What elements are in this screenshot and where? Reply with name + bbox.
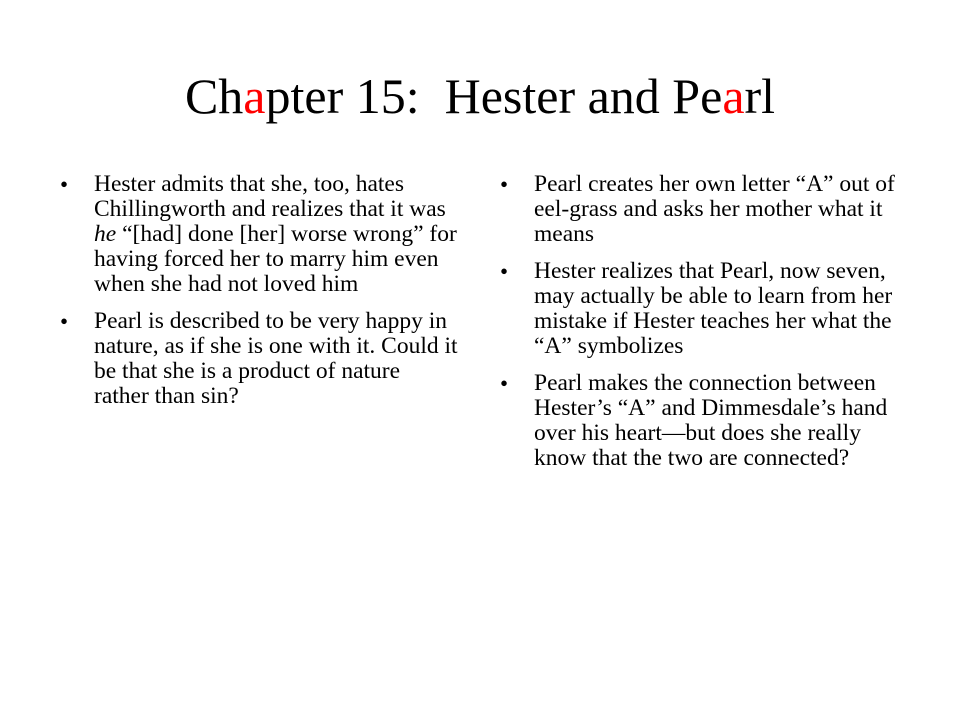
bullet-text-part: Pearl is described to be very happy in nature, as if she is one with it. Could it be that she is a product of nature rather than sin? — [94, 308, 458, 409]
bullet-text-emphasis: he — [94, 221, 117, 247]
bullet-text: Hester realizes that Pearl, now seven, may actually be able to learn from her mistake if Hester teaches her what the “A” symbolizes — [534, 258, 893, 359]
bullet-icon: • — [500, 371, 509, 396]
title-accent-letter-1: a — [243, 68, 266, 124]
title-part-3: rl — [744, 68, 776, 124]
left-bullet-list — [60, 172, 460, 421]
bullet-icon: • — [60, 172, 69, 197]
bullet-text: Pearl makes the connection between Hester’s “A” and Dimmesdale’s hand over his heart—but does she really know that the two are connected? — [534, 370, 888, 471]
bullet-icon: • — [500, 259, 509, 284]
bullet-text — [94, 308, 458, 409]
bullet-item — [60, 172, 460, 297]
title-part-2: pter 15: Hester and Pe — [265, 68, 723, 124]
bullet-item — [500, 371, 910, 471]
slide-title — [0, 64, 960, 128]
bullet-text-part: Hester admits that she, too, hates Chillingworth and realizes that it was — [94, 171, 446, 222]
bullet-icon: • — [60, 309, 69, 334]
bullet-icon: • — [500, 172, 509, 197]
bullet-text — [94, 171, 457, 297]
title-accent-letter-2: a — [722, 68, 745, 124]
bullet-item — [60, 309, 460, 409]
bullet-text: Pearl creates her own letter “A” out of eel-grass and asks her mother what it means — [534, 171, 895, 247]
title-part-1: Ch — [184, 68, 244, 124]
right-bullet-list — [500, 172, 910, 483]
bullet-item — [500, 259, 910, 359]
bullet-item — [500, 172, 910, 247]
bullet-text-part: “[had] done [her] worse wrong” for having forced her to marry him even when she had not loved him — [94, 221, 457, 297]
